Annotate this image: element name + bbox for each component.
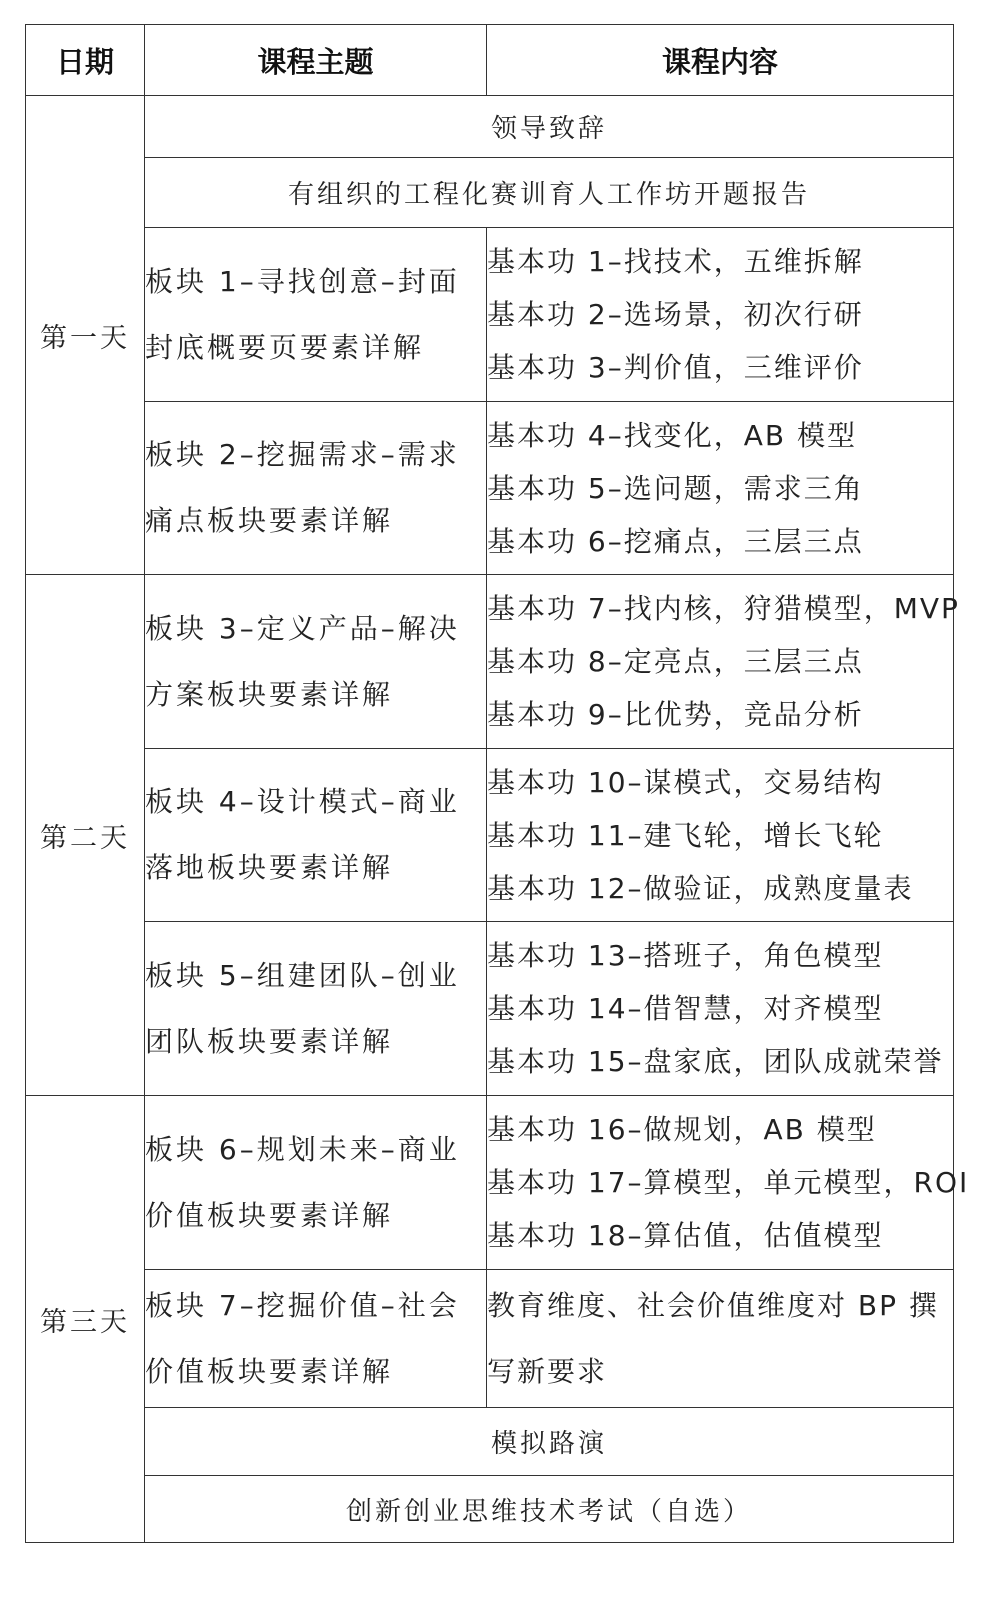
content-line: 基本功 9–比优势，竞品分析 — [487, 698, 864, 731]
opening-report: 有组织的工程化赛训育人工作坊开题报告 — [145, 158, 954, 228]
table-row — [26, 1096, 954, 1270]
table-row — [26, 1270, 954, 1408]
course-schedule-table — [25, 24, 970, 1543]
content-line: 基本功 13–搭班子，角色模型 — [487, 939, 884, 972]
content-line: 基本功 18–算估值，估值模型 — [487, 1219, 884, 1252]
content-line: 基本功 14–借智慧，对齐模型 — [487, 992, 884, 1025]
topic-line: 痛点板块要素详解 — [145, 504, 394, 537]
module-content — [487, 575, 960, 749]
content-line: 基本功 16–做规划，AB 模型 — [487, 1113, 877, 1146]
module-topic — [145, 749, 487, 922]
table-row — [26, 922, 954, 1096]
module-topic — [145, 1096, 487, 1270]
exam: 创新创业思维技术考试（自选） — [145, 1476, 954, 1543]
topic-line: 板块 3–定义产品–解决 — [145, 611, 460, 645]
module-content — [487, 1096, 970, 1270]
topic-line: 板块 4–设计模式–商业 — [145, 785, 460, 818]
topic-line: 落地板块要素详解 — [145, 851, 394, 884]
content-line: 写新要求 — [487, 1354, 608, 1388]
table-row — [26, 1476, 954, 1543]
module-topic — [145, 1270, 487, 1408]
module-content — [487, 749, 954, 922]
content-line: 基本功 3–判价值，三维评价 — [487, 351, 864, 384]
day-1: 第一天 — [26, 96, 145, 575]
module-content — [487, 228, 954, 402]
content-line: 基本功 12–做验证，成熟度量表 — [487, 871, 914, 905]
table-row — [26, 749, 954, 922]
module-content — [487, 1270, 954, 1408]
table-row — [26, 96, 954, 158]
module-content — [487, 922, 954, 1096]
table-row — [26, 1408, 954, 1476]
topic-line: 封底概要页要素详解 — [145, 330, 425, 364]
header-date: 日期 — [26, 25, 145, 96]
header-row — [26, 25, 954, 96]
module-topic — [145, 922, 487, 1096]
topic-line: 板块 7–挖掘价值–社会 — [145, 1288, 460, 1322]
content-line: 基本功 1–找技术，五维拆解 — [487, 245, 864, 278]
content-line: 教育维度、社会价值维度对 BP 撰 — [487, 1288, 939, 1322]
content-line: 基本功 8–定亮点，三层三点 — [487, 645, 864, 678]
header-topic: 课程主题 — [145, 25, 487, 96]
module-topic — [145, 575, 487, 749]
header-content: 课程内容 — [487, 25, 954, 96]
topic-line: 板块 1–寻找创意–封面 — [145, 264, 460, 298]
module-topic — [145, 228, 487, 402]
day-3: 第三天 — [26, 1096, 145, 1543]
table-row — [26, 228, 954, 402]
content-line: 基本功 10–谋模式，交易结构 — [487, 765, 884, 799]
table-row — [26, 402, 954, 575]
topic-line: 团队板块要素详解 — [145, 1024, 394, 1058]
content-line: 基本功 2–选场景，初次行研 — [487, 298, 864, 331]
topic-line: 价值板块要素详解 — [145, 1198, 394, 1232]
mock-roadshow: 模拟路演 — [145, 1408, 954, 1476]
table-row — [26, 158, 954, 228]
content-line: 基本功 4–找变化，AB 模型 — [487, 418, 857, 452]
module-topic — [145, 402, 487, 575]
topic-line: 板块 2–挖掘需求–需求 — [145, 438, 460, 471]
topic-line: 方案板块要素详解 — [145, 677, 394, 711]
topic-line: 价值板块要素详解 — [145, 1354, 394, 1388]
content-line: 基本功 11–建飞轮，增长飞轮 — [487, 818, 884, 852]
topic-line: 板块 5–组建团队–创业 — [145, 958, 460, 992]
module-content — [487, 402, 954, 575]
table-row — [26, 575, 954, 749]
content-line: 基本功 7–找内核，狩猎模型，MVP — [487, 592, 960, 625]
content-line: 基本功 17–算模型，单元模型，ROI — [487, 1166, 970, 1199]
leader-speech: 领导致辞 — [145, 96, 954, 158]
day-2: 第二天 — [26, 575, 145, 1096]
content-line: 基本功 15–盘家底，团队成就荣誉 — [487, 1045, 944, 1078]
topic-line: 板块 6–规划未来–商业 — [145, 1132, 460, 1166]
content-line: 基本功 6–挖痛点，三层三点 — [487, 524, 864, 558]
content-line: 基本功 5–选问题，需求三角 — [487, 471, 864, 505]
